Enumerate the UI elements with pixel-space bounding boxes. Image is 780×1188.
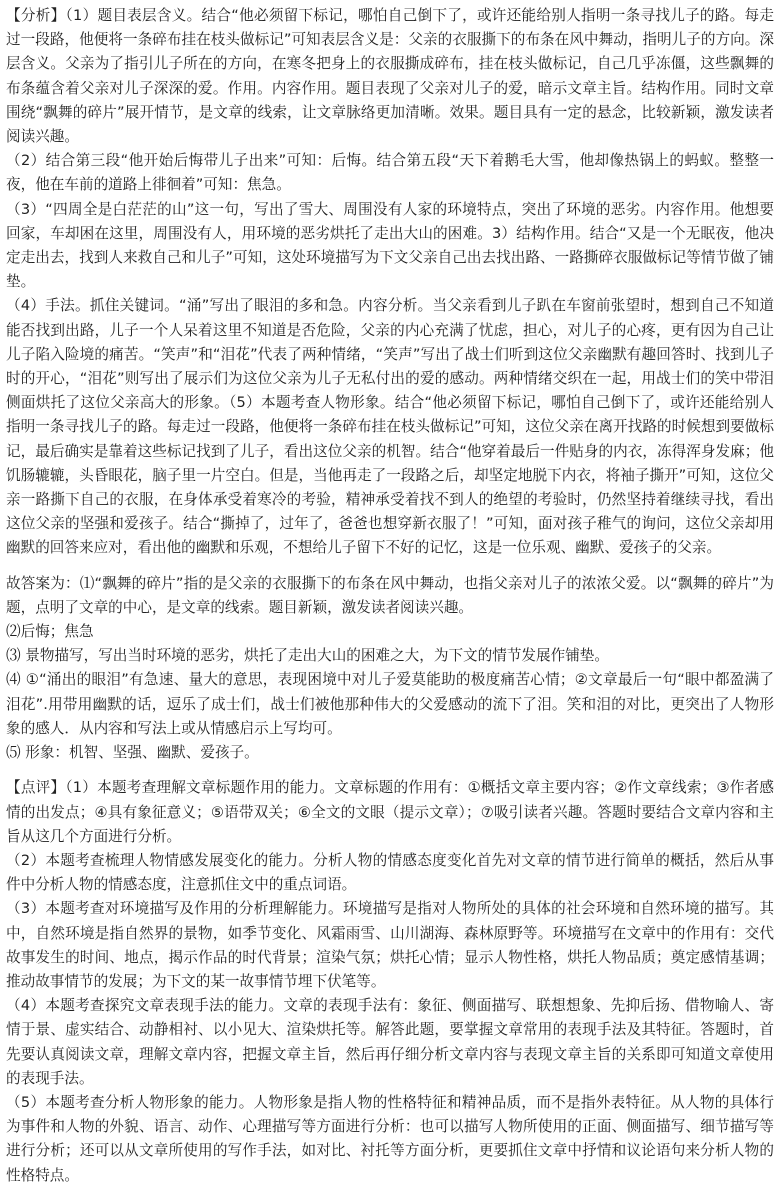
answer-paragraph-5: ⑸ 形象：机智、坚强、幽默、爱孩子。 — [6, 744, 259, 762]
analysis-paragraph-1: 【分析】（1）题目表层含义。结合“他必须留下标记，哪怕自己倒下了，或许还能给别人指明一条寻找儿子的路。每走过一段路，他便将一条碎布挂在枝头做标记”可知表层含义是：父亲的衣服撕下的布条在风中舞动，指明儿子的方向。深层含义。父亲为了指引儿子所在的方向，在寒冬把身上的衣服撕成碎布，挂在枝头做标记，自己几乎冻僵，这些飘舞的布条蕴含着父亲对儿子深深的爱。作用。内容作用。题目表现了父亲对儿子的爱，暗示文章主旨。结构作用。同时文章围绕“飘舞的碎片”展开情节，是文章的线索，让文章脉络更加清晰。效果。题目具有一定的悬念，比较新颖，激发读者阅读兴趣。 — [6, 7, 774, 146]
answer-paragraph-4: ⑷ ①“涌出的眼泪”有急速、量大的意思，表现困境中对儿子爱莫能助的极度痛苦心情；②文章最后一句“眼中都盈满了泪花”.用带用幽默的话，逗乐了成士们，战士们被他那种伟大的父爱感动的流下了泪。笑和泪的对比，更突出了人物形象的感人．从内容和写法上或从情感启示上写均可。 — [6, 671, 774, 737]
answer-paragraph-3: ⑶ 景物描写，写出当时环境的恶劣，烘托了走出大山的困难之大，为下文的情节发展作铺垫。 — [6, 647, 609, 665]
comment-paragraph-4: （4）本题考查探究文章表现手法的能力。文章的表现手法有：象征、侧面描写、联想想象、先抑后扬、借物喻人、寄情于景、虚实结合、动静相衬、以小见大、渲染烘托等。解答此题，要掌握文章常用的表现手法及其特征。答题时，首先要认真阅读文章，理解文章内容，把握文章主旨，然后再仔细分析文章内容与表现文章主旨的关系即可知道文章使用的表现手法。 — [6, 997, 774, 1087]
comment-paragraph-3: （3）本题考查对环境描写及作用的分析理解能力。环境描写是指对人物所处的具体的社会环境和自然环境的描写。其中，自然环境是指自然界的景物，如季节变化、风霜雨雪、山川湖海、森林原野等。环境描写在文章中的作用有：交代故事发生的时间、地点，揭示作品的时代背景；渲染气氛；烘托心情；显示人物性格，烘托人物品质；奠定感情基调；推动故事情节的发展；为下文的某一故事情节埋下伏笔等。 — [6, 900, 774, 990]
comment-section — [6, 776, 774, 1187]
comment-paragraph-2: （2）本题考查梳理人物情感发展变化的能力。分析人物的情感态度变化首先对文章的情节进行简单的概括，然后从事件中分析人物的情感态度，注意抓住文中的重点词语。 — [6, 851, 774, 894]
analysis-section — [6, 4, 774, 561]
answer-section — [6, 572, 774, 766]
answer-paragraph-2: ⑵后悔；焦急 — [6, 623, 94, 641]
comment-paragraph-1: 【点评】（1）本题考查理解文章标题作用的能力。文章标题的作用有：①概括文章主要内容；②作文章线索；③作者感情的出发点；④具有象征意义；⑤语带双关；⑥全文的文眼（提示文章）；⑦吸引读者兴趣。答题时要结合文章内容和主旨从这几个方面进行分析。 — [6, 779, 774, 845]
analysis-paragraph-4: （4）手法。抓住关键词。“涌”写出了眼泪的多和急。内容分析。当父亲看到儿子趴在车窗前张望时，想到自己不知道能否找到出路，儿子一个人呆着这里不知道是否危险，父亲的内心充满了忧虑，担心，对儿子的心疼，更有因为自己让儿子陷入险境的痛苦。“笑声”和“泪花”代表了两种情绪，“笑声”写出了战士们听到这位父亲幽默有趣回答时、找到儿子时的开心，“泪花”则写出了展示们为这位父亲为儿子无私付出的爱的感动。两种情绪交织在一起，用战士们的笑中带泪侧面烘托了这位父亲高大的形象。（5）本题考查人物形象。结合“他必须留下标记，哪怕自己倒下了，或许还能给别人指明一条寻找儿子的路。每走过一段路，他便将一条碎布挂在枝头做标记”可知，这位父亲在离开找路的时候想到要做标记，最后确实是靠着这些标记找到了儿子，看出这位父亲的机智。结合“他穿着最后一件贴身的内衣，冻得浑身发麻；他饥肠辘辘，头昏眼花，脑子里一片空白。但是，当他再走了一段路之后，却坚定地脱下内衣，将袖子撕开”可知，这位父亲一路撕下自己的衣服，在身体承受着寒冷的考验，精神承受着找不到人的绝望的考验时，仍然坚持着继续寻找，看出这位父亲的坚强和爱孩子。结合“撕掉了，过年了，爸爸也想穿新衣服了！”可知，面对孩子稚气的询问，这位父亲却用幽默的回答来应对，看出他的幽默和乐观，不想给儿子留下不好的记忆，这是一位乐观、幽默、爱孩子的父亲。 — [6, 297, 774, 557]
answer-paragraph-1: 故答案为：⑴“飘舞的碎片”指的是父亲的衣服撕下的布条在风中舞动，也指父亲对儿子的浓浓父爱。以“飘舞的碎片”为题，点明了文章的中心，是文章的线索。题目新颖，激发读者阅读兴趣。 — [6, 574, 774, 616]
comment-paragraph-5: （5）本题考查分析人物形象的能力。人物形象是指人物的性格特征和精神品质，而不是指外表特征。从人物的具体行为事件和人物的外貌、语言、动作、心理描写等方面进行分析：也可以描写人物所使用的正面、侧面描写、细节描写等进行分析；还可以从文章所使用的写作手法，如对比、衬托等方面分析，更要抓住文章中抒情和议论语句来分析人物的性格特点。 — [6, 1093, 774, 1184]
analysis-paragraph-2: （2）结合第三段“他开始后悔带儿子出来”可知：后悔。结合第五段“天下着鹅毛大雪，他却像热锅上的蚂蚁。整整一夜，他在车前的道路上徘徊着”可知：焦急。 — [6, 152, 774, 194]
analysis-paragraph-3: （3）“四周全是白茫茫的山”这一句，写出了雪大、周围没有人家的环境特点，突出了环境的恶劣。内容作用。他想要回家，车却困在这里，周围没有人，用环境的恶劣烘托了走出大山的困难。3）结构作用。结合“又是一个无眠夜，他决定走出去，找到人来救自己和儿子”可知，这处环境描写为下文父亲自己出去找出路、一路撕碎衣服做标记等情节做了铺垫。 — [6, 200, 774, 291]
